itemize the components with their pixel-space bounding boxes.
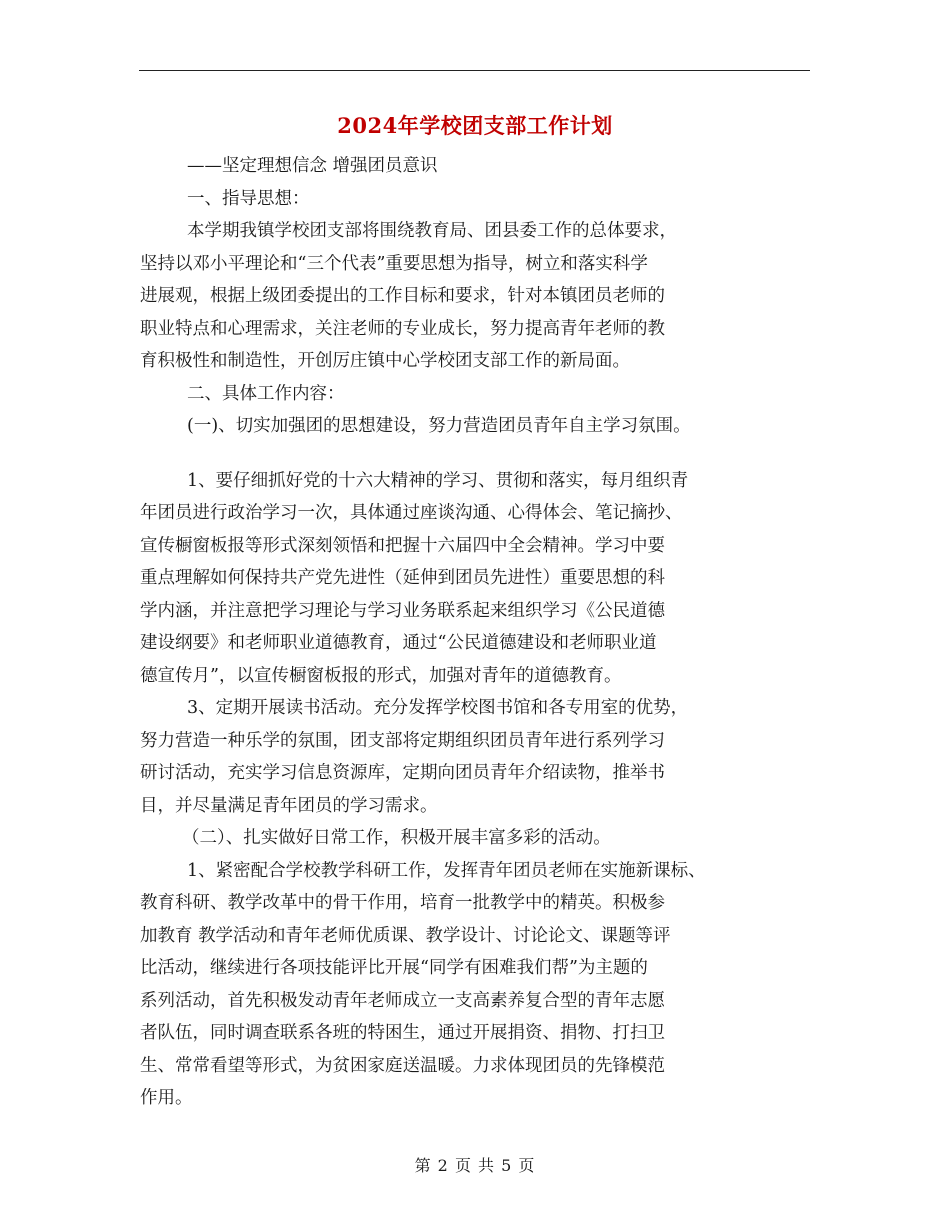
paragraph-line: 3、定期开展读书活动。充分发挥学校图书馆和各专用室的优势， [187, 698, 689, 718]
paragraph-line: 年团员进行政治学习一次，具体通过座谈沟通、心得体会、笔记摘抄、 [140, 503, 683, 523]
paragraph-gap [140, 443, 830, 465]
paragraph-line: 者队伍，同时调查联系各班的特困生，通过开展捐资、捐物、打扫卫 [140, 1023, 665, 1043]
paragraph-line: 作用。 [140, 1088, 193, 1108]
paragraph-line: 宣传橱窗板报等形式深刻领悟和把握十六届四中全会精神。学习中要 [140, 535, 665, 556]
paragraph-line: 本学期我镇学校团支部将围绕教育局、团县委工作的总体要求， [187, 221, 677, 241]
paragraph-line: 1、要仔细抓好党的十六大精神的学习、贯彻和落实，每月组织青 [187, 470, 689, 491]
document-body [140, 150, 830, 1115]
paragraph-line: 系列活动，首先积极发动青年老师成立一支高素养复合型的青年志愿 [140, 990, 665, 1011]
paragraph-line: 职业特点和心理需求，关注老师的专业成长，努力提高青年老师的教 [140, 318, 665, 339]
paragraph-line: 目，并尽量满足青年团员的学习需求。 [140, 795, 438, 816]
paragraph-line: 研讨活动，充实学习信息资源库，定期向团员青年介绍读物，推举书 [140, 763, 665, 783]
header-rule [139, 70, 810, 71]
section-heading: 一、指导思想： [187, 188, 310, 209]
paragraph-line: 建设纲要》和老师职业道德教育，通过“公民道德建设和老师职业道 [140, 633, 657, 653]
subsection-heading: （二）、扎实做好日常工作，积极开展丰富多彩的活动。 [182, 828, 611, 848]
paragraph-line: 学内涵，并注意把学习理论与学习业务联系起来组织学习《公民道德 [140, 600, 665, 621]
page-title: 2024年学校团支部工作计划 [337, 113, 613, 138]
paragraph-line: 努力营造一种乐学的氛围，团支部将定期组织团员青年进行系列学习 [140, 730, 665, 751]
paragraph-line: 教育科研、教学改革中的骨干作用，培育一批教学中的精英。积极参 [140, 893, 665, 913]
paragraph-line: 育积极性和制造性，开创厉庄镇中心学校团支部工作的新局面。 [140, 351, 630, 371]
paragraph-line: 比活动，继续进行各项技能评比开展“同学有困难我们帮”为主题的 [140, 958, 648, 978]
paragraph-line: 生、常常看望等形式，为贫困家庭送温暖。力求体现团员的先锋模范 [140, 1055, 665, 1076]
paragraph-line: 重点理解如何保持共产党先进性（延伸到团员先进性）重要思想的科 [140, 568, 665, 588]
page-number: 第 2 页 共 5 页 [414, 1156, 536, 1175]
paragraph-line: 德宣传月”，以宣传橱窗板报的形式，加强对青年的道德教育。 [140, 665, 622, 686]
section-heading: 二、具体工作内容： [187, 383, 345, 404]
paragraph-line: 进展观，根据上级团委提出的工作目标和要求，针对本镇团员老师的 [140, 286, 665, 306]
paragraph-line: 加教育 教学活动和青年老师优质课、教学设计、讨论论文、课题等评 [140, 925, 671, 946]
paragraph-line: 1、紧密配合学校教学科研工作，发挥青年团员老师在实施新课标、 [187, 860, 706, 881]
paragraph-line: 坚持以邓小平理论和“三个代表”重要思想为指导，树立和落实科学 [140, 253, 648, 274]
subtitle: ——坚定理想信念 增强团员意识 [187, 156, 438, 176]
subsection-heading: (一)、切实加强团的思想建设，努力营造团员青年自主学习氛围。 [187, 416, 691, 436]
